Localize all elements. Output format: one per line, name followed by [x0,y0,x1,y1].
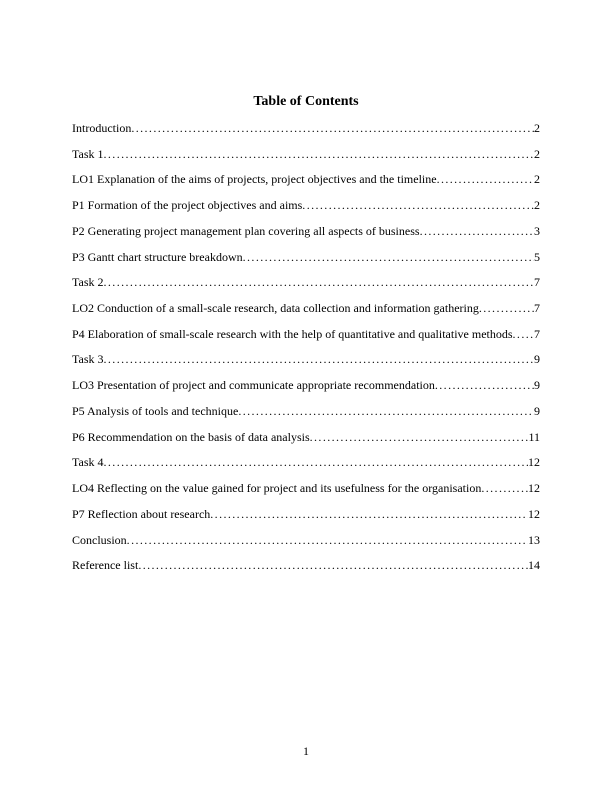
toc-leader-dots [104,142,535,168]
toc-entry-label: P4 Elaboration of small-scale research with the help of quantitative and qualitative methods [72,326,513,341]
toc-entry[interactable] [72,116,540,142]
toc-leader-dots [437,167,534,193]
toc-entry-label: P3 Gantt chart structure breakdown [72,249,243,264]
toc-entry[interactable] [72,399,540,425]
toc-leader-dots [479,296,534,322]
toc-entry[interactable] [72,296,540,322]
toc-list [72,116,540,579]
toc-entry-page-number: 12 [528,481,540,496]
toc-entry[interactable] [72,193,540,219]
toc-entry-page-number: 2 [534,172,540,187]
toc-entry-page-number: 13 [528,532,540,547]
toc-entry-label: P2 Generating project management plan covering all aspects of business [72,223,420,238]
toc-entry-page-number: 9 [534,403,540,418]
toc-leader-dots [302,193,534,219]
toc-entry-label: Task 4 [72,455,104,470]
toc-entry[interactable] [72,322,540,348]
toc-entry[interactable] [72,528,540,554]
toc-leader-dots [243,245,534,271]
toc-entry[interactable] [72,245,540,271]
toc-entry[interactable] [72,425,540,451]
toc-entry-page-number: 11 [528,429,540,444]
toc-entry[interactable] [72,270,540,296]
toc-entry-label: Conclusion [72,532,127,547]
toc-leader-dots [310,425,529,451]
toc-leader-dots [104,450,529,476]
toc-entry[interactable] [72,373,540,399]
toc-entry-label: LO4 Reflecting on the value gained for project and its usefulness for the organisation [72,481,482,496]
toc-leader-dots [238,399,534,425]
toc-entry-page-number: 7 [534,275,540,290]
toc-entry[interactable] [72,450,540,476]
toc-entry-label: Task 3 [72,352,104,367]
page-number: 1 [303,744,309,758]
toc-leader-dots [435,373,534,399]
page-title: Table of Contents [253,94,359,109]
toc-entry[interactable] [72,476,540,502]
toc-entry-page-number: 7 [534,326,540,341]
toc-entry[interactable] [72,553,540,579]
toc-entry[interactable] [72,347,540,373]
toc-entry[interactable] [72,167,540,193]
toc-entry-page-number: 3 [534,223,540,238]
toc-entry-page-number: 9 [534,378,540,393]
toc-entry-label: P6 Recommendation on the basis of data analysis [72,429,310,444]
toc-entry-page-number: 14 [528,558,540,573]
toc-leader-dots [104,270,535,296]
toc-entry-page-number: 9 [534,352,540,367]
toc-entry-label: P5 Analysis of tools and technique [72,403,239,418]
toc-entry-label: Reference list [72,558,139,573]
toc-entry[interactable] [72,219,540,245]
toc-entry-page-number: 2 [534,146,540,161]
toc-leader-dots [131,116,534,142]
toc-entry-label: Task 2 [72,275,104,290]
toc-entry-label: Introduction [72,121,132,135]
toc-entry-page-number: 2 [534,121,540,135]
toc-entry[interactable] [72,142,540,168]
toc-entry-page-number: 2 [534,198,540,213]
toc-entry-page-number: 7 [534,301,540,316]
toc-entry-label: LO1 Explanation of the aims of projects, project objectives and the timeline [72,172,437,187]
toc-entry-label: Task 1 [72,146,104,161]
toc-entry-label: LO2 Conduction of a small-scale research, data collection and information gathering [72,301,479,316]
toc-leader-dots [210,502,528,528]
toc-leader-dots [127,528,528,554]
toc-entry-label: P7 Reflection about research [72,506,211,521]
toc-entry-page-number: 12 [528,455,540,470]
toc-entry-page-number: 5 [534,249,540,264]
toc-entry-label: LO3 Presentation of project and communicate appropriate recommendation [72,378,435,393]
toc-leader-dots [513,322,534,348]
toc-leader-dots [138,553,528,579]
toc-entry-label: P1 Formation of the project objectives and aims [72,198,303,213]
toc-leader-dots [420,219,534,245]
toc-entry[interactable] [72,502,540,528]
toc-leader-dots [481,476,528,502]
toc-entry-page-number: 12 [528,506,540,521]
toc-leader-dots [104,347,535,373]
